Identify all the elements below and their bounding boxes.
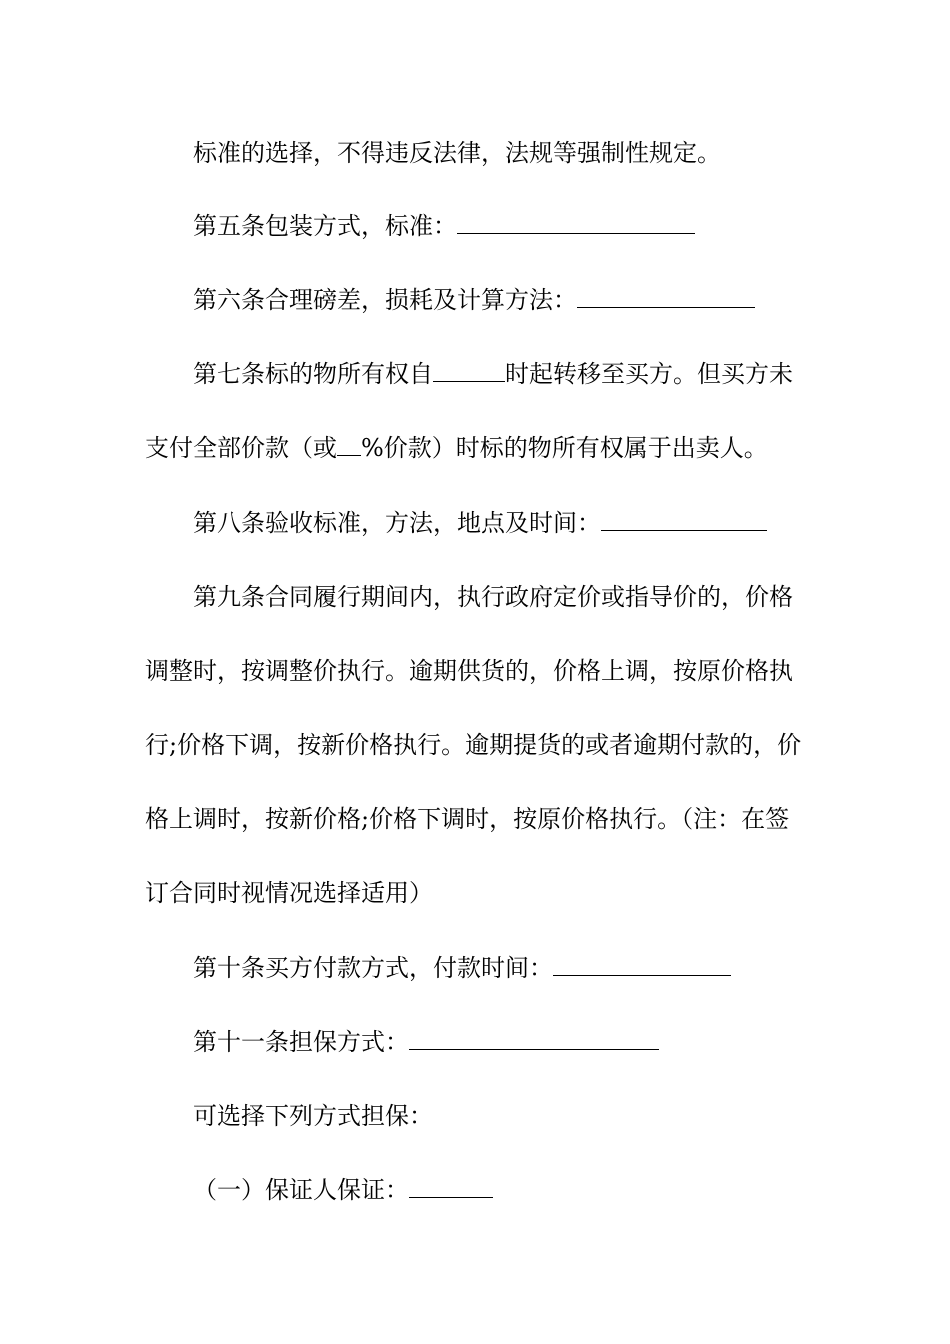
line-text: （一）保证人保证： — [193, 1176, 409, 1204]
fill-in-blank[interactable] — [457, 213, 695, 234]
paragraph-line — [193, 138, 721, 168]
article-11-guarantee — [193, 1027, 659, 1057]
line-text: 时起转移至买方。但买方未 — [505, 360, 793, 388]
line-text: 订合同时视情况选择适用） — [145, 879, 433, 907]
paragraph-line — [193, 1101, 433, 1131]
line-text: 行;价格下调，按新价格执行。逾期提货的或者逾期付款的，价 — [145, 731, 802, 759]
line-text: 第五条包装方式，标准： — [193, 212, 457, 240]
line-text: 第九条合同履行期间内，执行政府定价或指导价的，价格 — [193, 583, 793, 611]
line-text: 支付全部价款（或 — [145, 434, 337, 462]
line-text: 可选择下列方式担保： — [193, 1102, 433, 1130]
line-text: 第十一条担保方式： — [193, 1028, 409, 1056]
article-9-pricing — [193, 582, 793, 612]
fill-in-blank[interactable] — [577, 287, 755, 308]
line-text: 标准的选择，不得违反法律，法规等强制性规定。 — [193, 139, 721, 167]
guarantee-option-1 — [193, 1175, 493, 1205]
fill-in-blank[interactable] — [601, 510, 767, 531]
paragraph-line — [145, 730, 801, 760]
paragraph-line — [145, 656, 793, 686]
paragraph-line — [145, 878, 433, 908]
fill-in-blank[interactable] — [409, 1177, 493, 1198]
line-text: 第六条合理磅差，损耗及计算方法： — [193, 286, 577, 314]
article-8-inspection — [193, 508, 767, 538]
line-text: %价款）时标的物所有权属于出卖人。 — [361, 434, 768, 462]
fill-in-blank[interactable] — [409, 1029, 659, 1050]
paragraph-line — [145, 433, 768, 463]
article-10-payment — [193, 953, 731, 983]
line-text: 第七条标的物所有权自 — [193, 360, 433, 388]
fill-in-blank[interactable] — [553, 955, 731, 976]
paragraph-line — [145, 804, 789, 834]
line-text: 调整时，按调整价执行。逾期供货的，价格上调，按原价格执 — [145, 657, 793, 685]
article-7-ownership — [193, 359, 793, 389]
article-6-tolerance — [193, 285, 755, 315]
article-5-packaging — [193, 211, 695, 241]
line-text: 第八条验收标准，方法，地点及时间： — [193, 509, 601, 537]
fill-in-blank[interactable] — [433, 361, 505, 382]
fill-in-blank[interactable] — [337, 435, 361, 456]
line-text: 第十条买方付款方式，付款时间： — [193, 954, 553, 982]
line-text: 格上调时，按新价格;价格下调时，按原价格执行。（注：在签 — [145, 805, 790, 833]
